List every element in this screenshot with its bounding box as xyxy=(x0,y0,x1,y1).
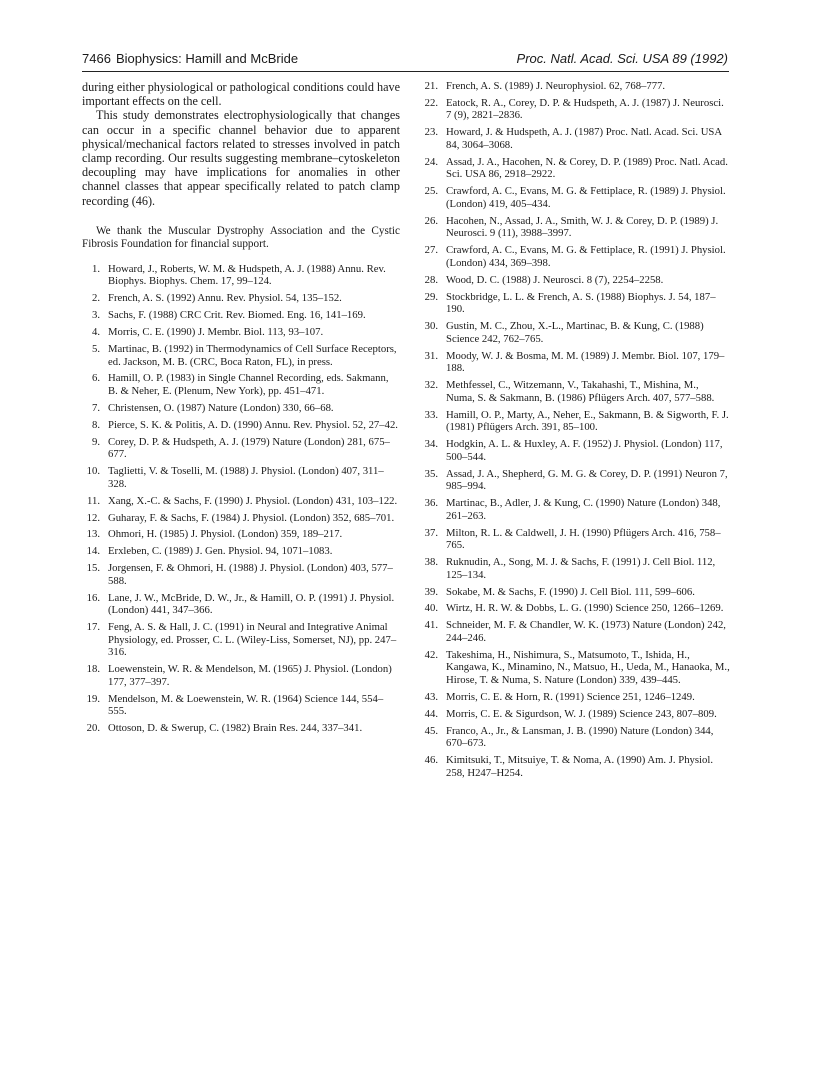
reference-item xyxy=(420,468,730,493)
reference-item xyxy=(420,156,730,181)
reference-item xyxy=(420,379,730,404)
running-title: Biophysics: Hamill and McBride xyxy=(116,51,299,66)
reference-text: Hamill, O. P., Marty, A., Neher, E., Sakmann, B. & Sigworth, F. J. (1981) Pflügers Arch. 391, 85–100. xyxy=(446,408,729,434)
reference-number: 19. xyxy=(86,692,100,705)
left-column xyxy=(82,80,400,739)
reference-item xyxy=(82,528,400,541)
reference-item xyxy=(420,556,730,581)
reference-text: Ruknudin, A., Song, M. J. & Sachs, F. (1991) J. Cell Biol. 112, 125–134. xyxy=(446,556,716,581)
reference-item xyxy=(420,754,730,779)
reference-text: Kimitsuki, T., Mitsuiye, T. & Noma, A. (1990) Am. J. Physiol. 258, H247–H254. xyxy=(446,754,714,779)
reference-item xyxy=(82,722,400,735)
reference-text: Hacohen, N., Assad, J. A., Smith, W. J. & Corey, D. P. (1989) J. Neurosci. 9 (11), 3988–3997. xyxy=(446,214,719,240)
reference-item xyxy=(82,562,400,587)
reference-number: 42. xyxy=(424,648,438,661)
reference-number: 16. xyxy=(86,591,100,604)
reference-number: 1. xyxy=(91,262,100,275)
reference-item xyxy=(82,372,400,397)
reference-number: 31. xyxy=(424,349,438,362)
reference-item xyxy=(82,309,400,322)
reference-text: Schneider, M. F. & Chandler, W. K. (1973) Nature (London) 242, 244–246. xyxy=(446,619,726,644)
reference-number: 30. xyxy=(424,320,438,333)
reference-number: 25. xyxy=(424,185,438,198)
reference-text: Taglietti, V. & Toselli, M. (1988) J. Physiol. (London) 407, 311–328. xyxy=(108,465,384,490)
reference-number: 2. xyxy=(91,292,100,305)
reference-text: Morris, C. E. & Sigurdson, W. J. (1989) Science 243, 807–809. xyxy=(446,707,717,720)
reference-text: Mendelson, M. & Loewenstein, W. R. (1964) Science 144, 554–555. xyxy=(108,692,384,718)
reference-text: Loewenstein, W. R. & Mendelson, M. (1965) J. Physiol. (London) 177, 377–397. xyxy=(108,663,392,688)
reference-item xyxy=(82,495,400,508)
reference-number: 41. xyxy=(424,619,438,632)
reference-text: Crawford, A. C., Evans, M. G. & Fettiplace, R. (1989) J. Physiol. (London) 419, 405–434. xyxy=(446,185,726,210)
reference-number: 27. xyxy=(424,244,438,257)
reference-number: 44. xyxy=(424,707,438,720)
reference-text: Sachs, F. (1988) CRC Crit. Rev. Biomed. Eng. 16, 141–169. xyxy=(108,309,366,322)
reference-item xyxy=(420,185,730,210)
reference-text: French, A. S. (1992) Annu. Rev. Physiol. 54, 135–152. xyxy=(108,292,342,305)
reference-item xyxy=(420,244,730,269)
acknowledgment: We thank the Muscular Dystrophy Association and the Cystic Fibrosis Foundation for financial support. xyxy=(82,224,400,250)
reference-item xyxy=(82,592,400,617)
reference-text: Jorgensen, F. & Ohmori, H. (1988) J. Physiol. (London) 403, 577–588. xyxy=(108,562,393,587)
reference-item xyxy=(420,320,730,345)
page-number: 7466 xyxy=(82,51,111,66)
reference-number: 26. xyxy=(424,214,438,227)
reference-number: 29. xyxy=(424,290,438,303)
reference-item xyxy=(82,326,400,339)
reference-text: Methfessel, C., Witzemann, V., Takahashi, T., Mishina, M., Numa, S. & Sakmann, B. (1986) Pflügers Arch. 407, 577–588. xyxy=(446,379,715,404)
reference-number: 13. xyxy=(86,528,100,541)
reference-list-right xyxy=(420,80,730,779)
reference-text: Morris, C. E. & Horn, R. (1991) Science 251, 1246–1249. xyxy=(446,690,695,703)
reference-text: Morris, C. E. (1990) J. Membr. Biol. 113, 93–107. xyxy=(108,326,324,339)
reference-text: Feng, A. S. & Hall, J. C. (1991) in Neural and Integrative Animal Physiology, ed. Prosser, C. L. (Wiley-Liss, Somerset, NJ), pp. 247–316. xyxy=(108,621,397,659)
right-column xyxy=(420,80,730,784)
reference-text: Takeshima, H., Nishimura, S., Matsumoto, T., Ishida, H., Kangawa, K., Minamino, N., Matsuo, H., Ueda, M., Hanaoka, M., Hirose, T. & Numa, S. Nature (London) 339, 439–445. xyxy=(446,648,730,686)
reference-number: 35. xyxy=(424,467,438,480)
reference-item xyxy=(420,274,730,287)
reference-number: 36. xyxy=(424,497,438,510)
reference-number: 9. xyxy=(91,435,100,448)
reference-number: 4. xyxy=(91,326,100,339)
reference-text: Crawford, A. C., Evans, M. G. & Fettiplace, R. (1991) J. Physiol. (London) 434, 369–398. xyxy=(446,244,726,269)
reference-number: 6. xyxy=(91,372,100,385)
reference-item xyxy=(420,527,730,552)
reference-item xyxy=(420,725,730,750)
reference-text: Erxleben, C. (1989) J. Gen. Physiol. 94, 1071–1083. xyxy=(108,545,333,558)
reference-number: 32. xyxy=(424,379,438,392)
body-paragraph: during either physiological or pathological conditions could have important effects on the cell. xyxy=(82,80,400,109)
reference-number: 24. xyxy=(424,155,438,168)
reference-text: Wood, D. C. (1988) J. Neurosci. 8 (7), 2254–2258. xyxy=(446,273,664,286)
reference-number: 8. xyxy=(91,418,100,431)
reference-text: Pierce, S. K. & Politis, A. D. (1990) Annu. Rev. Physiol. 52, 27–42. xyxy=(108,418,398,431)
reference-number: 12. xyxy=(86,511,100,524)
reference-item xyxy=(82,436,400,461)
reference-item xyxy=(420,497,730,522)
reference-number: 7. xyxy=(91,401,100,414)
reference-text: Martinac, B., Adler, J. & Kung, C. (1990) Nature (London) 348, 261–263. xyxy=(446,497,721,522)
reference-item xyxy=(420,602,730,615)
reference-item xyxy=(82,545,400,558)
reference-number: 20. xyxy=(86,722,100,735)
reference-item xyxy=(420,126,730,151)
reference-number: 18. xyxy=(86,663,100,676)
reference-text: Wirtz, H. R. W. & Dobbs, L. G. (1990) Science 250, 1266–1269. xyxy=(446,602,724,615)
reference-item xyxy=(82,419,400,432)
reference-item xyxy=(82,402,400,415)
reference-number: 17. xyxy=(86,621,100,634)
reference-number: 10. xyxy=(86,465,100,478)
reference-number: 21. xyxy=(424,80,438,92)
journal-citation: Proc. Natl. Acad. Sci. USA 89 (1992) xyxy=(516,51,728,66)
reference-number: 46. xyxy=(424,754,438,767)
reference-item xyxy=(82,465,400,490)
page-header xyxy=(82,51,728,67)
reference-text: Christensen, O. (1987) Nature (London) 330, 66–68. xyxy=(108,401,334,414)
reference-number: 5. xyxy=(91,342,100,355)
reference-text: Stockbridge, L. L. & French, A. S. (1988) Biophys. J. 54, 187–190. xyxy=(446,290,716,316)
reference-number: 34. xyxy=(424,438,438,451)
header-rule xyxy=(82,71,729,72)
reference-number: 38. xyxy=(424,556,438,569)
reference-text: Xang, X.-C. & Sachs, F. (1990) J. Physiol. (London) 431, 103–122. xyxy=(108,494,398,507)
reference-item xyxy=(420,291,730,316)
reference-item xyxy=(82,621,400,659)
reference-text: Ohmori, H. (1985) J. Physiol. (London) 359, 189–217. xyxy=(108,528,343,541)
reference-number: 11. xyxy=(87,494,100,507)
reference-text: Gustin, M. C., Zhou, X.-L., Martinac, B. & Kung, C. (1988) Science 242, 762–765. xyxy=(446,320,704,345)
reference-text: Martinac, B. (1992) in Thermodynamics of Cell Surface Receptors, ed. Jackson, M. B. (CRC, Boca Raton, FL), in press. xyxy=(108,342,397,368)
reference-number: 3. xyxy=(91,309,100,322)
reference-number: 37. xyxy=(424,526,438,539)
reference-number: 15. xyxy=(86,562,100,575)
reference-item xyxy=(420,215,730,240)
reference-item xyxy=(420,438,730,463)
reference-text: Hamill, O. P. (1983) in Single Channel Recording, eds. Sakmann, B. & Neher, E. (Plenum, New York), pp. 451–471. xyxy=(108,372,389,398)
reference-item xyxy=(82,663,400,688)
reference-number: 14. xyxy=(86,545,100,558)
reference-item xyxy=(82,263,400,288)
reference-text: Assad, J. A., Hacohen, N. & Corey, D. P. (1989) Proc. Natl. Acad. Sci. USA 86, 2918–2922. xyxy=(446,155,728,181)
reference-text: Lane, J. W., McBride, D. W., Jr., & Hamill, O. P. (1991) J. Physiol. (London) 441, 347–366. xyxy=(108,591,395,617)
reference-list-left xyxy=(82,263,400,735)
reference-text: Guharay, F. & Sachs, F. (1984) J. Physiol. (London) 352, 685–701. xyxy=(108,511,395,524)
reference-item xyxy=(420,97,730,122)
reference-item xyxy=(420,619,730,644)
reference-item xyxy=(420,586,730,599)
reference-number: 39. xyxy=(424,585,438,598)
reference-number: 22. xyxy=(424,96,438,109)
reference-text: French, A. S. (1989) J. Neurophysiol. 62, 768–777. xyxy=(446,80,666,92)
reference-number: 40. xyxy=(424,602,438,615)
reference-text: Franco, A., Jr., & Lansman, J. B. (1990) Nature (London) 344, 670–673. xyxy=(446,724,714,750)
reference-item xyxy=(420,708,730,721)
reference-text: Hodgkin, A. L. & Huxley, A. F. (1952) J. Physiol. (London) 117, 500–544. xyxy=(446,438,723,463)
reference-item xyxy=(420,350,730,375)
reference-number: 28. xyxy=(424,273,438,286)
reference-number: 23. xyxy=(424,126,438,139)
reference-text: Sokabe, M. & Sachs, F. (1990) J. Cell Biol. 111, 599–606. xyxy=(446,585,695,598)
reference-number: 45. xyxy=(424,724,438,737)
reference-item xyxy=(82,343,400,368)
reference-text: Howard, J. & Hudspeth, A. J. (1987) Proc. Natl. Acad. Sci. USA 84, 3064–3068. xyxy=(446,126,722,151)
reference-number: 33. xyxy=(424,408,438,421)
reference-item xyxy=(420,691,730,704)
body-paragraph: This study demonstrates electrophysiologically that changes can occur in a specific channel behavior due to apparent physical/mechanical factors related to stresses involved in patch clamp recording. Our results suggesting membrane–cytoskeleton decoupling may have implications for anomalies in other channel classes that appear specifically related to patch clamp recording (46). xyxy=(82,108,400,208)
reference-item xyxy=(82,292,400,305)
reference-number: 43. xyxy=(424,690,438,703)
reference-item xyxy=(420,80,730,93)
reference-text: Corey, D. P. & Hudspeth, A. J. (1979) Nature (London) 281, 675–677. xyxy=(108,435,390,461)
reference-text: Moody, W. J. & Bosma, M. M. (1989) J. Membr. Biol. 107, 179–188. xyxy=(446,349,725,375)
reference-text: Assad, J. A., Shepherd, G. M. G. & Corey, D. P. (1991) Neuron 7, 985–994. xyxy=(446,467,728,493)
reference-text: Ottoson, D. & Swerup, C. (1982) Brain Res. 244, 337–341. xyxy=(108,722,363,735)
reference-text: Howard, J., Roberts, W. M. & Hudspeth, A. J. (1988) Annu. Rev. Biophys. Biophys. Chem. 17, 99–124. xyxy=(108,262,386,288)
reference-text: Eatock, R. A., Corey, D. P. & Hudspeth, A. J. (1987) J. Neurosci. 7 (9), 2821–2836. xyxy=(446,96,724,122)
reference-item xyxy=(82,693,400,718)
reference-item xyxy=(420,409,730,434)
reference-text: Milton, R. L. & Caldwell, J. H. (1990) Pflügers Arch. 416, 758–765. xyxy=(446,526,721,552)
reference-item xyxy=(82,512,400,525)
reference-item xyxy=(420,649,730,687)
